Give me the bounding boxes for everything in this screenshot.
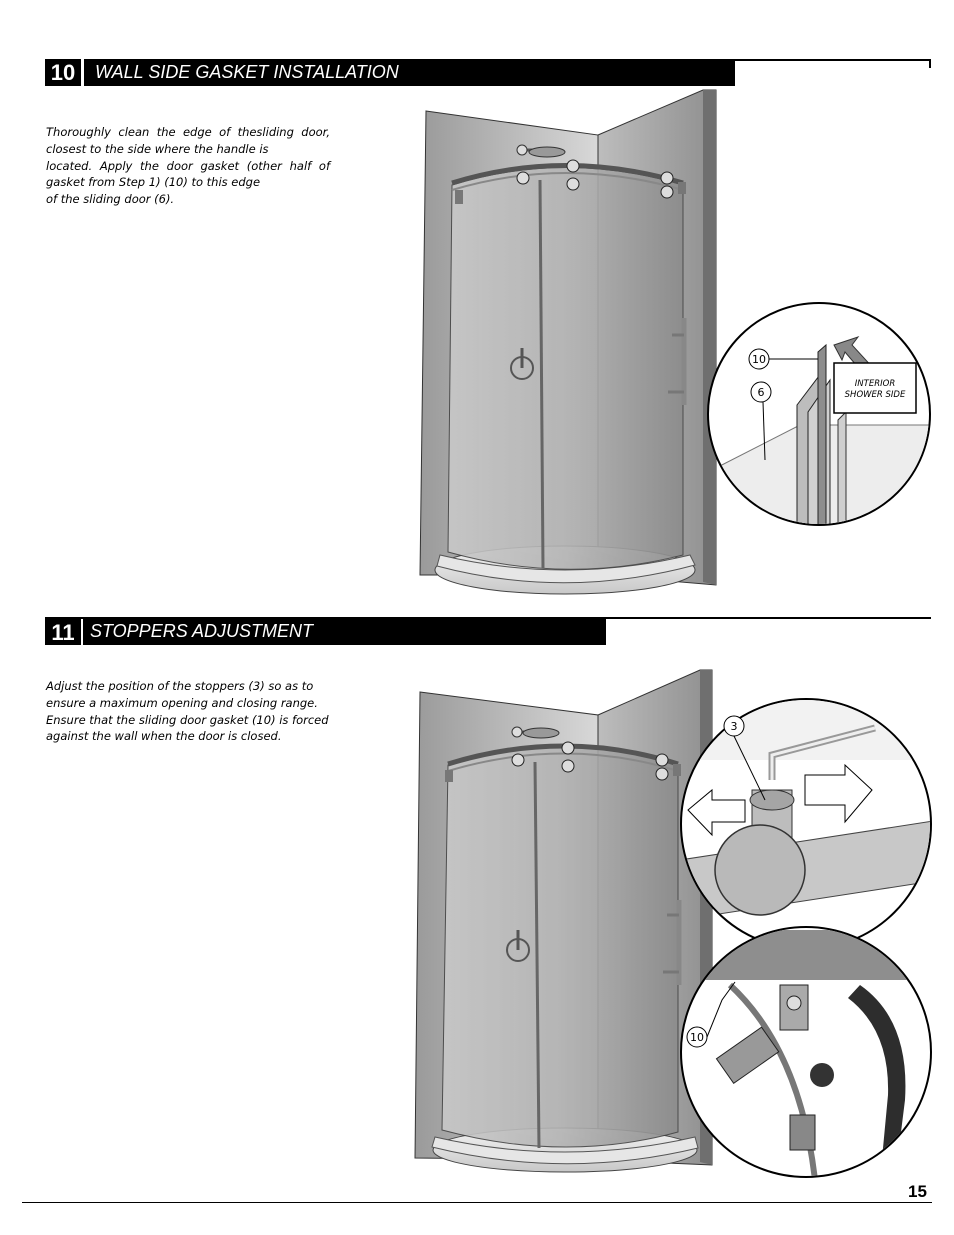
step-11-text-line: ensure a maximum opening and closing range.: [46, 695, 318, 710]
step-10-rule: [735, 59, 931, 61]
footer-rule: [22, 1202, 932, 1203]
step-11-shower-illustration: [400, 660, 940, 1180]
step-11-text-line: Ensure that the sliding door gasket (10) is forced: [46, 712, 329, 727]
step-10-text-line: gasket from Step 1) (10) to this edge: [46, 175, 261, 190]
page-number: 15: [908, 1182, 927, 1201]
interior-label-line-2: SHOWER SIDE: [844, 390, 906, 400]
callout-10-lower: 10: [690, 1031, 704, 1044]
step-10-text-line: located. Apply the door gasket (other half of: [46, 158, 330, 173]
step-11-instructions: [46, 678, 336, 745]
step-11-text-line: against the wall when the door is closed.: [46, 729, 282, 744]
step-11-number: 11: [45, 619, 81, 645]
step-10-text-line: Thoroughly clean the edge of thesliding door,: [46, 125, 330, 139]
step-11-title: STOPPERS ADJUSTMENT: [90, 621, 314, 641]
step-10-number: 10: [45, 59, 81, 86]
step-10-rule-tick: [929, 59, 931, 68]
step-11-text-line: Adjust the position of the stoppers (3) so as to: [46, 679, 314, 693]
step-10-text-line: of the sliding door (6).: [46, 192, 175, 207]
step-10-text-line: closest to the side where the handle is: [46, 141, 269, 156]
step-10-shower-illustration: [400, 85, 940, 605]
interior-label-line-1: INTERIOR: [854, 379, 896, 389]
step-10-instructions: [46, 124, 330, 208]
step-10-title: WALL SIDE GASKET INSTALLATION: [95, 62, 399, 82]
callout-6: 6: [757, 386, 765, 399]
callout-3: 3: [730, 720, 738, 733]
callout-10: 10: [752, 353, 766, 366]
